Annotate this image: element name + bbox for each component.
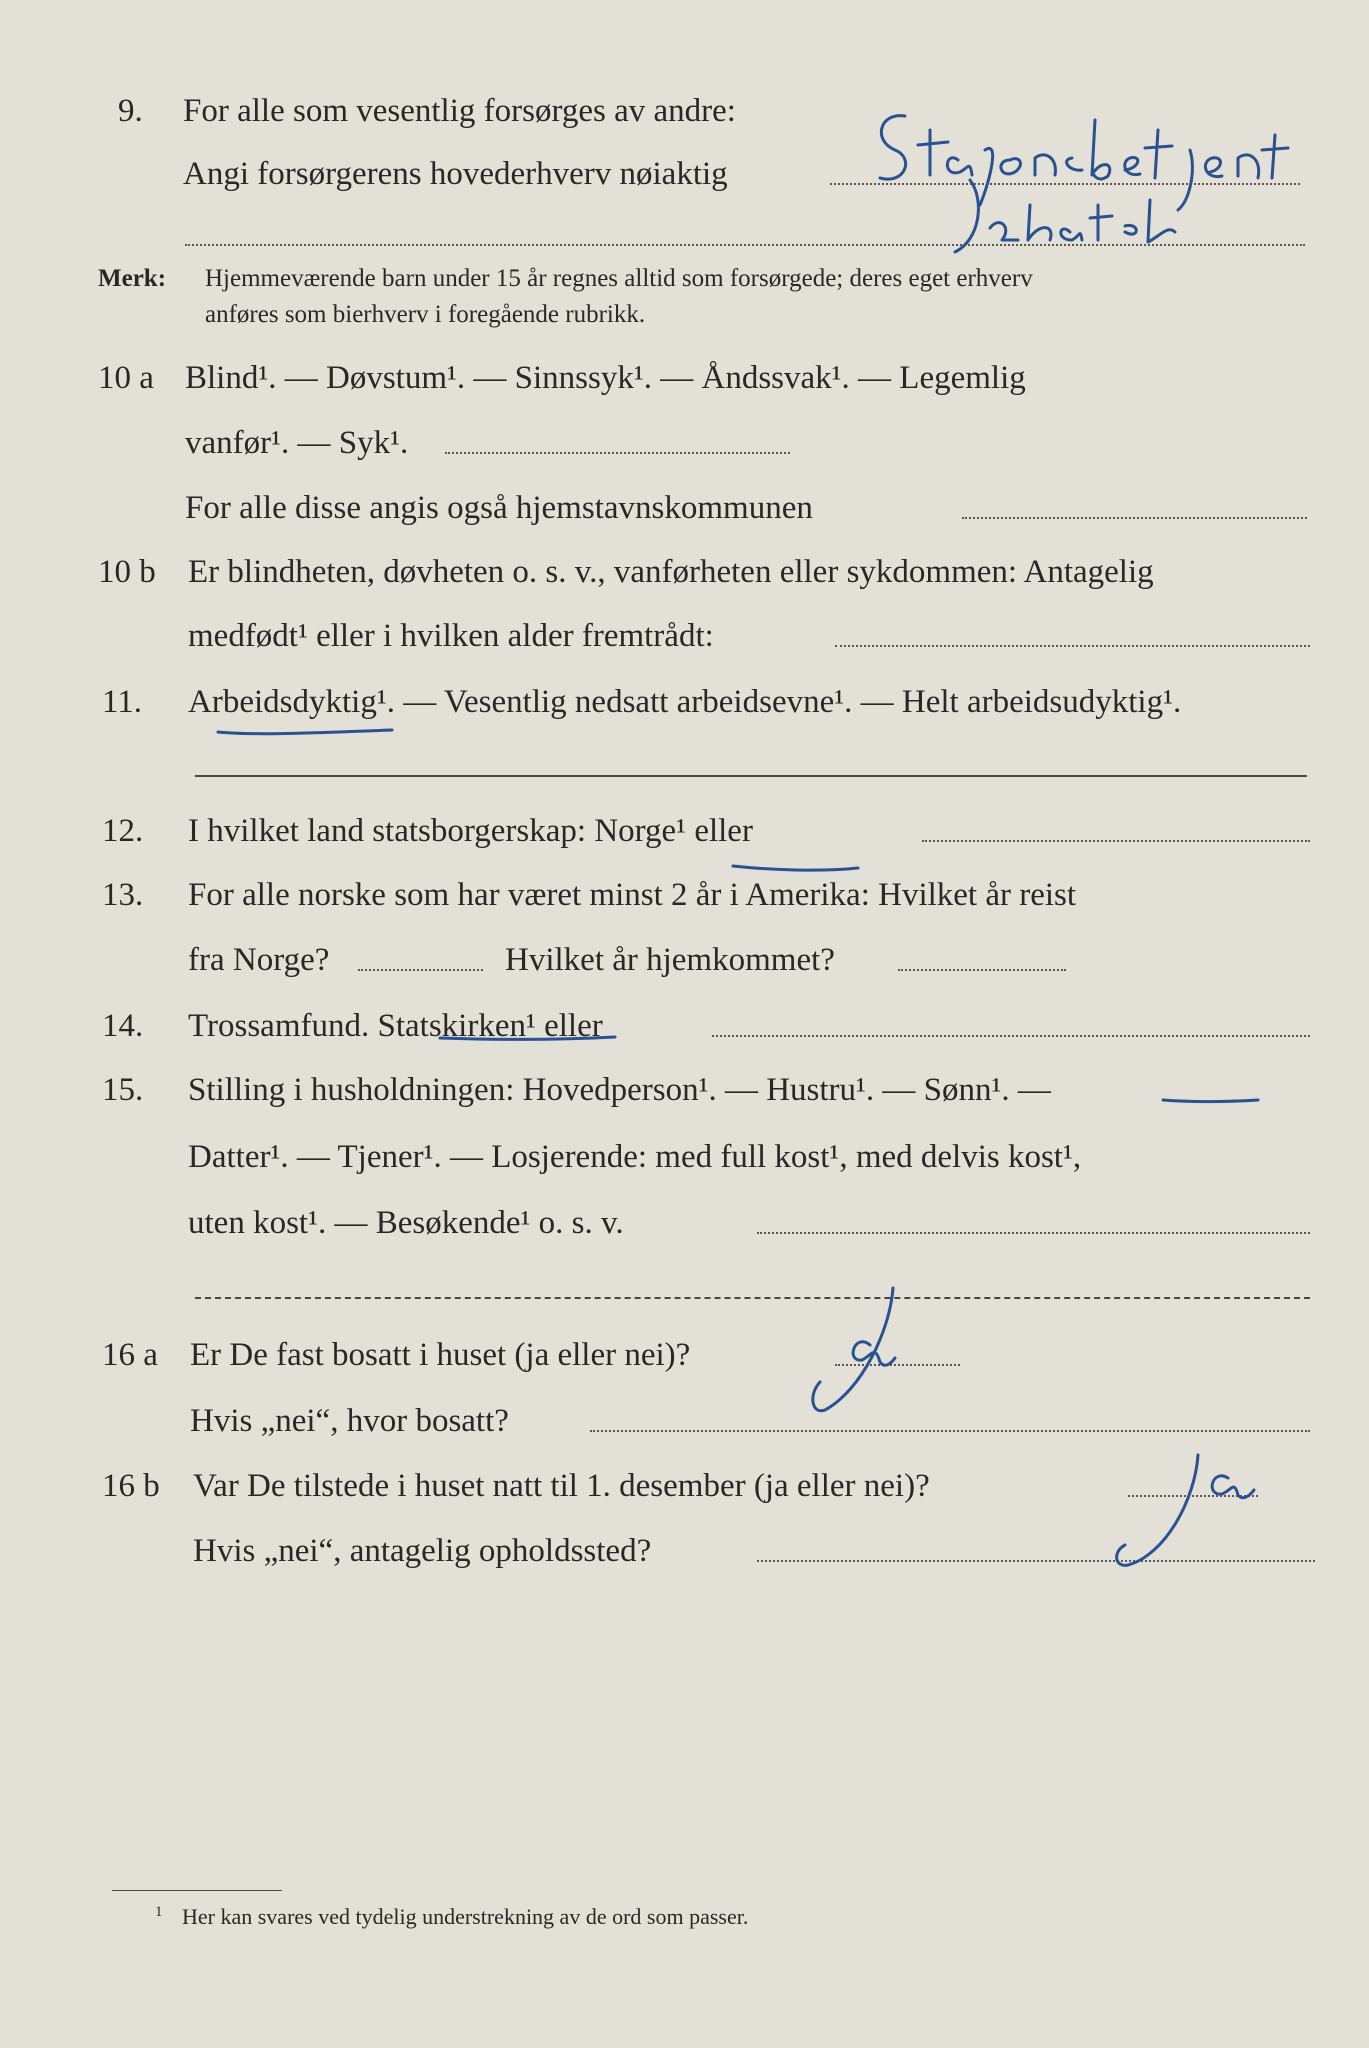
underline-sonn [1163,1100,1258,1102]
merk-line2: anføres som bierhverv i foregående rubrikk. [205,301,646,328]
q16b-location-line [757,1560,1315,1562]
footnote-text: Her kan svares ved tydelig understrekning av de ord som passer. [182,1904,749,1929]
q12-answer-line [922,840,1310,842]
q14-answer-line [712,1035,1310,1037]
q15-answer-line [757,1232,1310,1234]
q10b-line2: medfødt¹ eller i hvilken alder fremtrådt: [188,618,714,654]
q15-number: 15. [102,1072,144,1108]
q13-line1: For alle norske som har været minst 2 år i Amerika: Hvilket år reist [188,877,1077,913]
merk-label: Merk: [98,265,167,292]
footnote-mark: 1 [155,1904,163,1920]
q16a-answer-line [835,1364,960,1366]
q10a-hometown-line [962,517,1307,519]
q13-year-left-line [358,969,483,971]
underline-norge [733,866,858,870]
q16b-line2: Hvis „nei“, antagelig opholdssted? [193,1533,652,1569]
q12-line1: I hvilket land statsborgerskap: Norge¹ eller [188,813,753,849]
q12-number: 12. [102,813,144,849]
underline-arbeidsdyktig [218,730,392,734]
q11-line1: Arbeidsdyktig¹. — Vesentlig nedsatt arbeidsevne¹. — Helt arbeidsudyktig¹. [188,684,1182,720]
q16b-number: 16 b [102,1468,160,1504]
q16a-line1: Er De fast bosatt i huset (ja eller nei)? [190,1337,691,1373]
q16b-answer-line [1128,1495,1258,1497]
q9-line2: Angi forsørgerens hovederhverv nøiaktig [183,156,728,192]
section-divider-2 [195,1297,1310,1299]
q16b-line1: Var De tilstede i huset natt til 1. desember (ja eller nei)? [193,1468,930,1504]
q13-line2b: Hvilket år hjemkommet? [505,942,835,978]
q10b-number: 10 b [98,554,156,590]
q10b-answer-line [835,645,1310,647]
q10a-line3: For alle disse angis også hjemstavnskommunen [185,490,813,526]
q10a-line1: Blind¹. — Døvstum¹. — Sinnssyk¹. — Åndssvak¹. — Legemlig [185,360,1026,396]
q10b-line1: Er blindheten, døvheten o. s. v., vanførheten eller sykdommen: Antagelig [188,554,1154,590]
q10a-line2: vanfør¹. — Syk¹. [185,425,409,461]
handwriting-q16b-answer [1117,1455,1254,1565]
section-divider-1 [195,775,1307,777]
q14-line1: Trossamfund. Statskirken¹ eller [188,1008,603,1044]
q16a-residence-line [590,1430,1310,1432]
handwriting-q16a-answer [813,1288,895,1411]
q15-line3: uten kost¹. — Besøkende¹ o. s. v. [188,1205,624,1241]
q9-number: 9. [118,93,143,129]
q9-line1: For alle som vesentlig forsørges av andre: [183,93,736,129]
q13-year-returned-line [898,969,1066,971]
q10a-answer-line [445,452,790,454]
q16a-number: 16 a [102,1337,158,1373]
q15-line1: Stilling i husholdningen: Hovedperson¹. — Hustru¹. — Sønn¹. — [188,1072,1051,1108]
q11-number: 11. [102,684,143,720]
q9-answer-line [830,183,1300,185]
q13-number: 13. [102,877,144,913]
handwriting-q9-answer-1 [880,116,1288,210]
merk-line1: Hjemmeværende barn under 15 år regnes alltid som forsørgede; deres eget erhverv [205,265,1033,292]
q10a-number: 10 a [98,360,154,396]
q13-line2a: fra Norge? [188,942,330,978]
q9-answer-line-2 [185,244,1305,246]
q16a-line2: Hvis „nei“, hvor bosatt? [190,1403,509,1439]
q14-number: 14. [102,1008,144,1044]
handwriting-q9-answer-2 [955,180,1175,252]
q15-line2: Datter¹. — Tjener¹. — Losjerende: med full kost¹, med delvis kost¹, [188,1139,1082,1175]
footnote-rule [112,1890,282,1891]
